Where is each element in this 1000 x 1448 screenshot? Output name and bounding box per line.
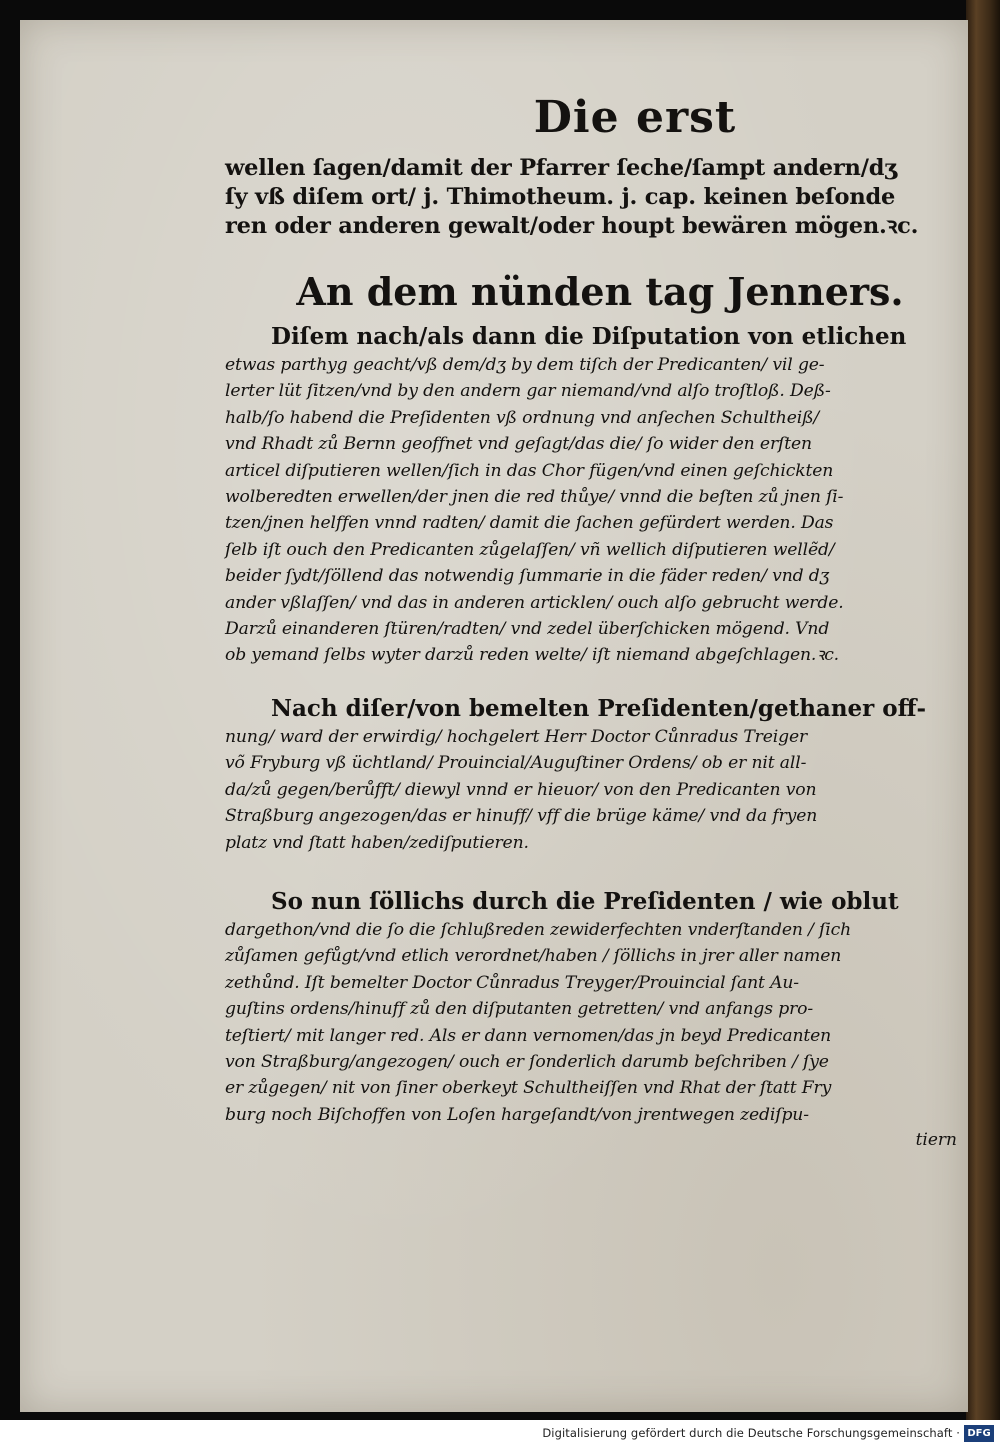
paragraph-body-line: guſtins ordens/hinuff zů den diſputanten getretten/ vnd anfangs pro- — [225, 999, 814, 1020]
paragraph-body-line: vnd Rhadt zů Bernn geoffnet vnd geſagt/das die/ ſo wider den erſten — [225, 434, 812, 455]
footer-bar — [0, 1420, 1000, 1448]
paragraph-body-line: Straßburg angezogen/das er hinuff/ vff die brüge käme/ vnd da fryen — [225, 806, 818, 827]
paragraph-body-line: halb/ſo habend die Preſidenten vß ordnung vnd anſechen Schultheiß/ — [225, 407, 820, 428]
paragraph-body-line: ander vßlaſſen/ vnd das in anderen articklen/ ouch alſo gebrucht werde. — [225, 592, 844, 613]
catchword: tiern — [915, 1130, 957, 1151]
paragraph-body-line: ſelb iſt ouch den Predicanten zůgelaſſen/ vñ wellich diſputieren wellẽd/ — [225, 539, 835, 560]
dfg-logo: DFG — [964, 1425, 994, 1442]
paragraph-body-line: er zůgegen/ nit von ſiner oberkeyt Schultheiſſen vnd Rhat der ſtatt Fry — [225, 1078, 832, 1099]
paragraphs — [225, 321, 965, 1128]
paragraph-body-line: võ Fryburg vß üchtland/ Prouincial/Auguſtiner Ordens/ ob er nit all- — [225, 753, 807, 774]
paragraph-body-line: etwas parthyg geacht/vß dem/dʒ by dem tiſch der Predicanten/ vil ge- — [225, 355, 825, 375]
running-head: Die erst — [533, 92, 737, 143]
book-page — [20, 20, 968, 1412]
paragraph-lead-line: Nach diſer/von bemelten Preſidenten/gethaner off- — [271, 694, 927, 722]
paragraph-body-line: lerter lüt ſitzen/vnd by den andern gar niemand/vnd alſo troſtloß. Deß- — [225, 381, 831, 402]
intro-line: ſy vß diſem ort/ j. Thimotheum. j. cap. keinen beſonde — [225, 184, 896, 210]
paragraph-body-line: zethůnd. Iſt bemelter Doctor Cůnradus Treyger/Prouincial ſant Au- — [225, 972, 799, 993]
paragraph-lead-line: So nun ſöllichs durch die Preſidenten / wie oblut — [271, 887, 899, 915]
paragraph-body-line: burg noch Biſchoffen von Loſen hargeſandt/von jrentwegen zediſpu- — [225, 1104, 809, 1125]
paragraph-body-line: beider ſydt/ſöllend das notwendig ſummarie in die fäder reden/ vnd dʒ — [225, 566, 830, 587]
intro-block — [225, 154, 965, 241]
paragraph-body-line: wolberedten erwellen/der jnen die red thůye/ vnnd die beſten zů jnen ſi- — [225, 487, 844, 508]
paragraph — [225, 321, 965, 669]
intro-line: wellen ſagen/damit der Pfarrer ſeche/ſampt andern/dʒ — [225, 155, 897, 181]
intro-line: ren oder anderen gewalt/oder houpt bewären mögen.ꝛc. — [225, 213, 919, 239]
paragraph-body-line: Darzů einanderen ſtüren/radten/ vnd zedel überſchicken mögend. Vnd — [225, 619, 830, 640]
section-title: An dem nünden tag Jenners. — [296, 269, 904, 314]
paragraph-body-line: da/zů gegen/berůfft/ diewyl vnnd er hieuor/ von den Predicanten von — [225, 779, 817, 800]
paragraph-body-line: von Straßburg/angezogen/ ouch er ſonderlich darumb beſchriben / ſye — [225, 1051, 829, 1072]
paragraph-spacer — [225, 669, 965, 693]
paragraph-body-line: ob yemand ſelbs wyter darzů reden welte/ iſt niemand abgeſchlagen.ꝛc. — [225, 645, 839, 666]
paragraph-body-line: articel diſputieren wellen/ſich in das Chor fügen/vnd einen geſchickten — [225, 460, 834, 481]
paragraph-body-line: nung/ ward der erwirdig/ hochgelert Herr Doctor Cůnradus Treiger — [225, 726, 808, 747]
page-text-block — [225, 86, 965, 1152]
paragraph-body-line: dargethon/vnd die ſo die ſchlußreden zewiderfechten vnderſtanden / ſich — [225, 919, 851, 940]
paragraph — [225, 886, 965, 1128]
paragraph-body-line: platz vnd ſtatt haben/zediſputieren. — [225, 832, 529, 853]
paragraph-body-line: tzen/jnen helffen vnnd radten/ damit die ſachen gefürdert werden. Das — [225, 513, 834, 534]
paragraph-spacer — [225, 856, 965, 886]
paragraph — [225, 693, 965, 856]
footer-credit: Digitalisierung gefördert durch die Deutsche Forschungsgemeinschaft · — [542, 1426, 960, 1440]
paragraph-body-line: teſtiert/ mit langer red. Als er dann vernomen/das jn beyd Predicanten — [225, 1025, 832, 1046]
paragraph-lead-line: Diſem nach/als dann die Diſputation von etlichen — [271, 323, 907, 350]
book-binding-edge — [966, 0, 1000, 1420]
paragraph-body-line: zůſamen gefůgt/vnd etlich verordnet/haben / ſöllichs in jrer aller namen — [225, 946, 842, 967]
